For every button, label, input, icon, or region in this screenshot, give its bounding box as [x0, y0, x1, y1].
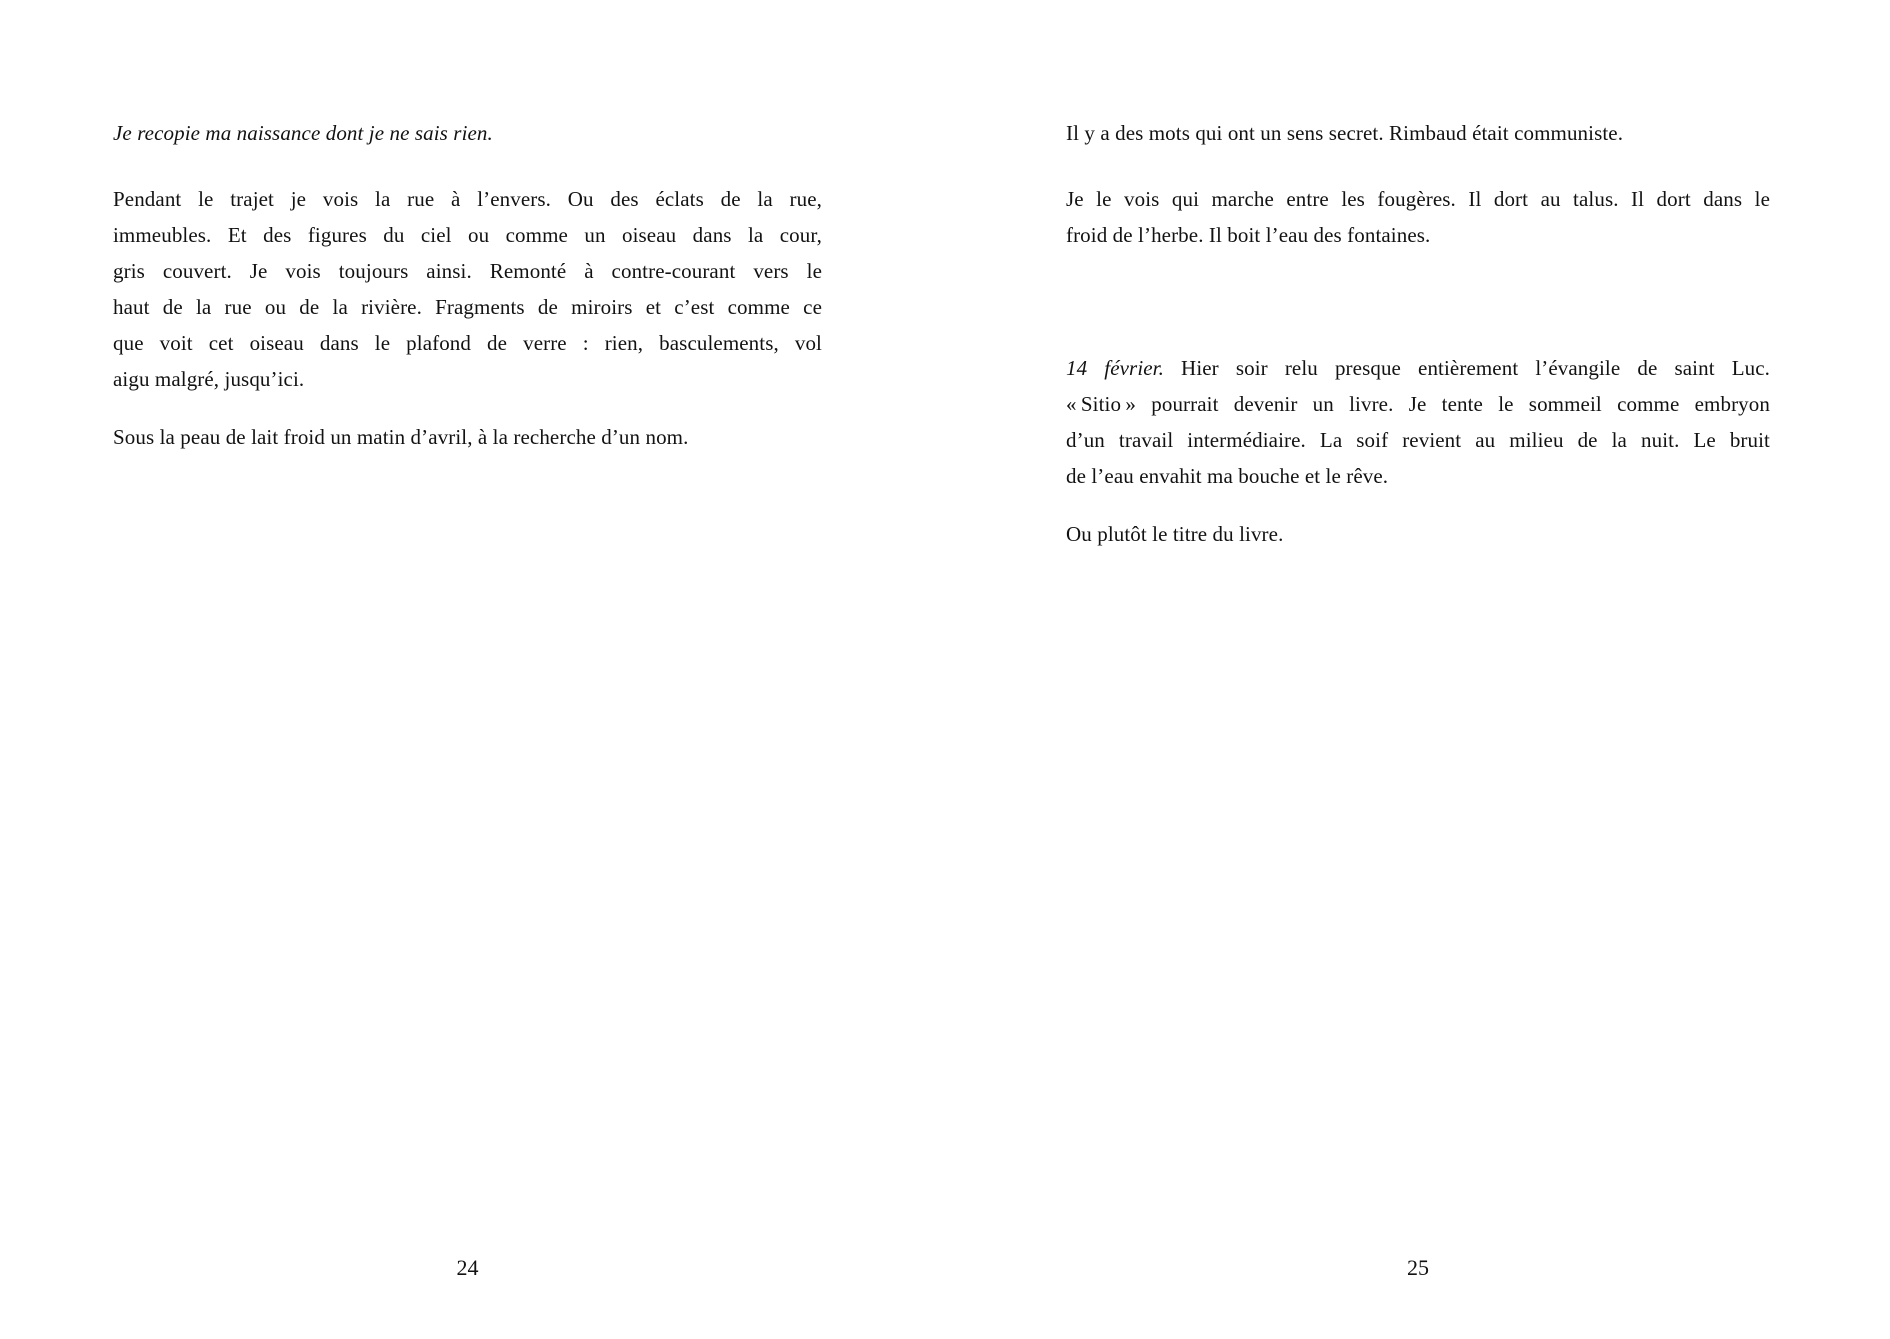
text-line: d’un travail intermédiaire. La soif revient au milieu de la nuit. Le bruit: [1066, 428, 1770, 452]
text-line: Sous la peau de lait froid un matin d’avril, à la recherche d’un nom.: [113, 425, 689, 449]
page-left-number: 24: [456, 1255, 479, 1280]
paragraph: [1066, 350, 1770, 494]
text-line: que voit cet oiseau dans le plafond de verre : rien, basculements, vol: [113, 331, 822, 355]
text-line: froid de l’herbe. Il boit l’eau des fontaines.: [1066, 223, 1431, 247]
text-line: aigu malgré, jusqu’ici.: [113, 367, 305, 391]
text-line: Ou plutôt le titre du livre.: [1066, 522, 1284, 546]
text-line: gris couvert. Je vois toujours ainsi. Remonté à contre-courant vers le: [113, 259, 822, 283]
page-right-text-column: [1066, 115, 1770, 552]
text-line: Je le vois qui marche entre les fougères. Il dort au talus. Il dort dans le: [1066, 187, 1770, 211]
page-right: [945, 0, 1890, 1339]
text-line: 14 février. Hier soir relu presque entièrement l’évangile de saint Luc.: [1066, 356, 1770, 380]
text-line: de l’eau envahit ma bouche et le rêve.: [1066, 464, 1389, 488]
page-left-text-column: [113, 115, 822, 455]
paragraph: [113, 419, 822, 455]
page-right-number: 25: [1407, 1255, 1429, 1280]
paragraph: [113, 115, 822, 151]
italic-date-lead: 14 février.: [1066, 356, 1164, 380]
paragraph: [1066, 516, 1770, 552]
paragraph: [1066, 115, 1770, 151]
paragraph: [1066, 181, 1770, 253]
text-line: « Sitio » pourrait devenir un livre. Je tente le sommeil comme embryon: [1066, 392, 1770, 416]
text-line: Il y a des mots qui ont un sens secret. Rimbaud était communiste.: [1066, 121, 1624, 145]
text-line: haut de la rue ou de la rivière. Fragments de miroirs et c’est comme ce: [113, 295, 822, 319]
text-line: Je recopie ma naissance dont je ne sais rien.: [113, 121, 493, 145]
text-line: Pendant le trajet je vois la rue à l’envers. Ou des éclats de la rue,: [113, 187, 822, 211]
paragraph: [113, 181, 822, 397]
text-line: immeubles. Et des figures du ciel ou comme un oiseau dans la cour,: [113, 223, 822, 247]
